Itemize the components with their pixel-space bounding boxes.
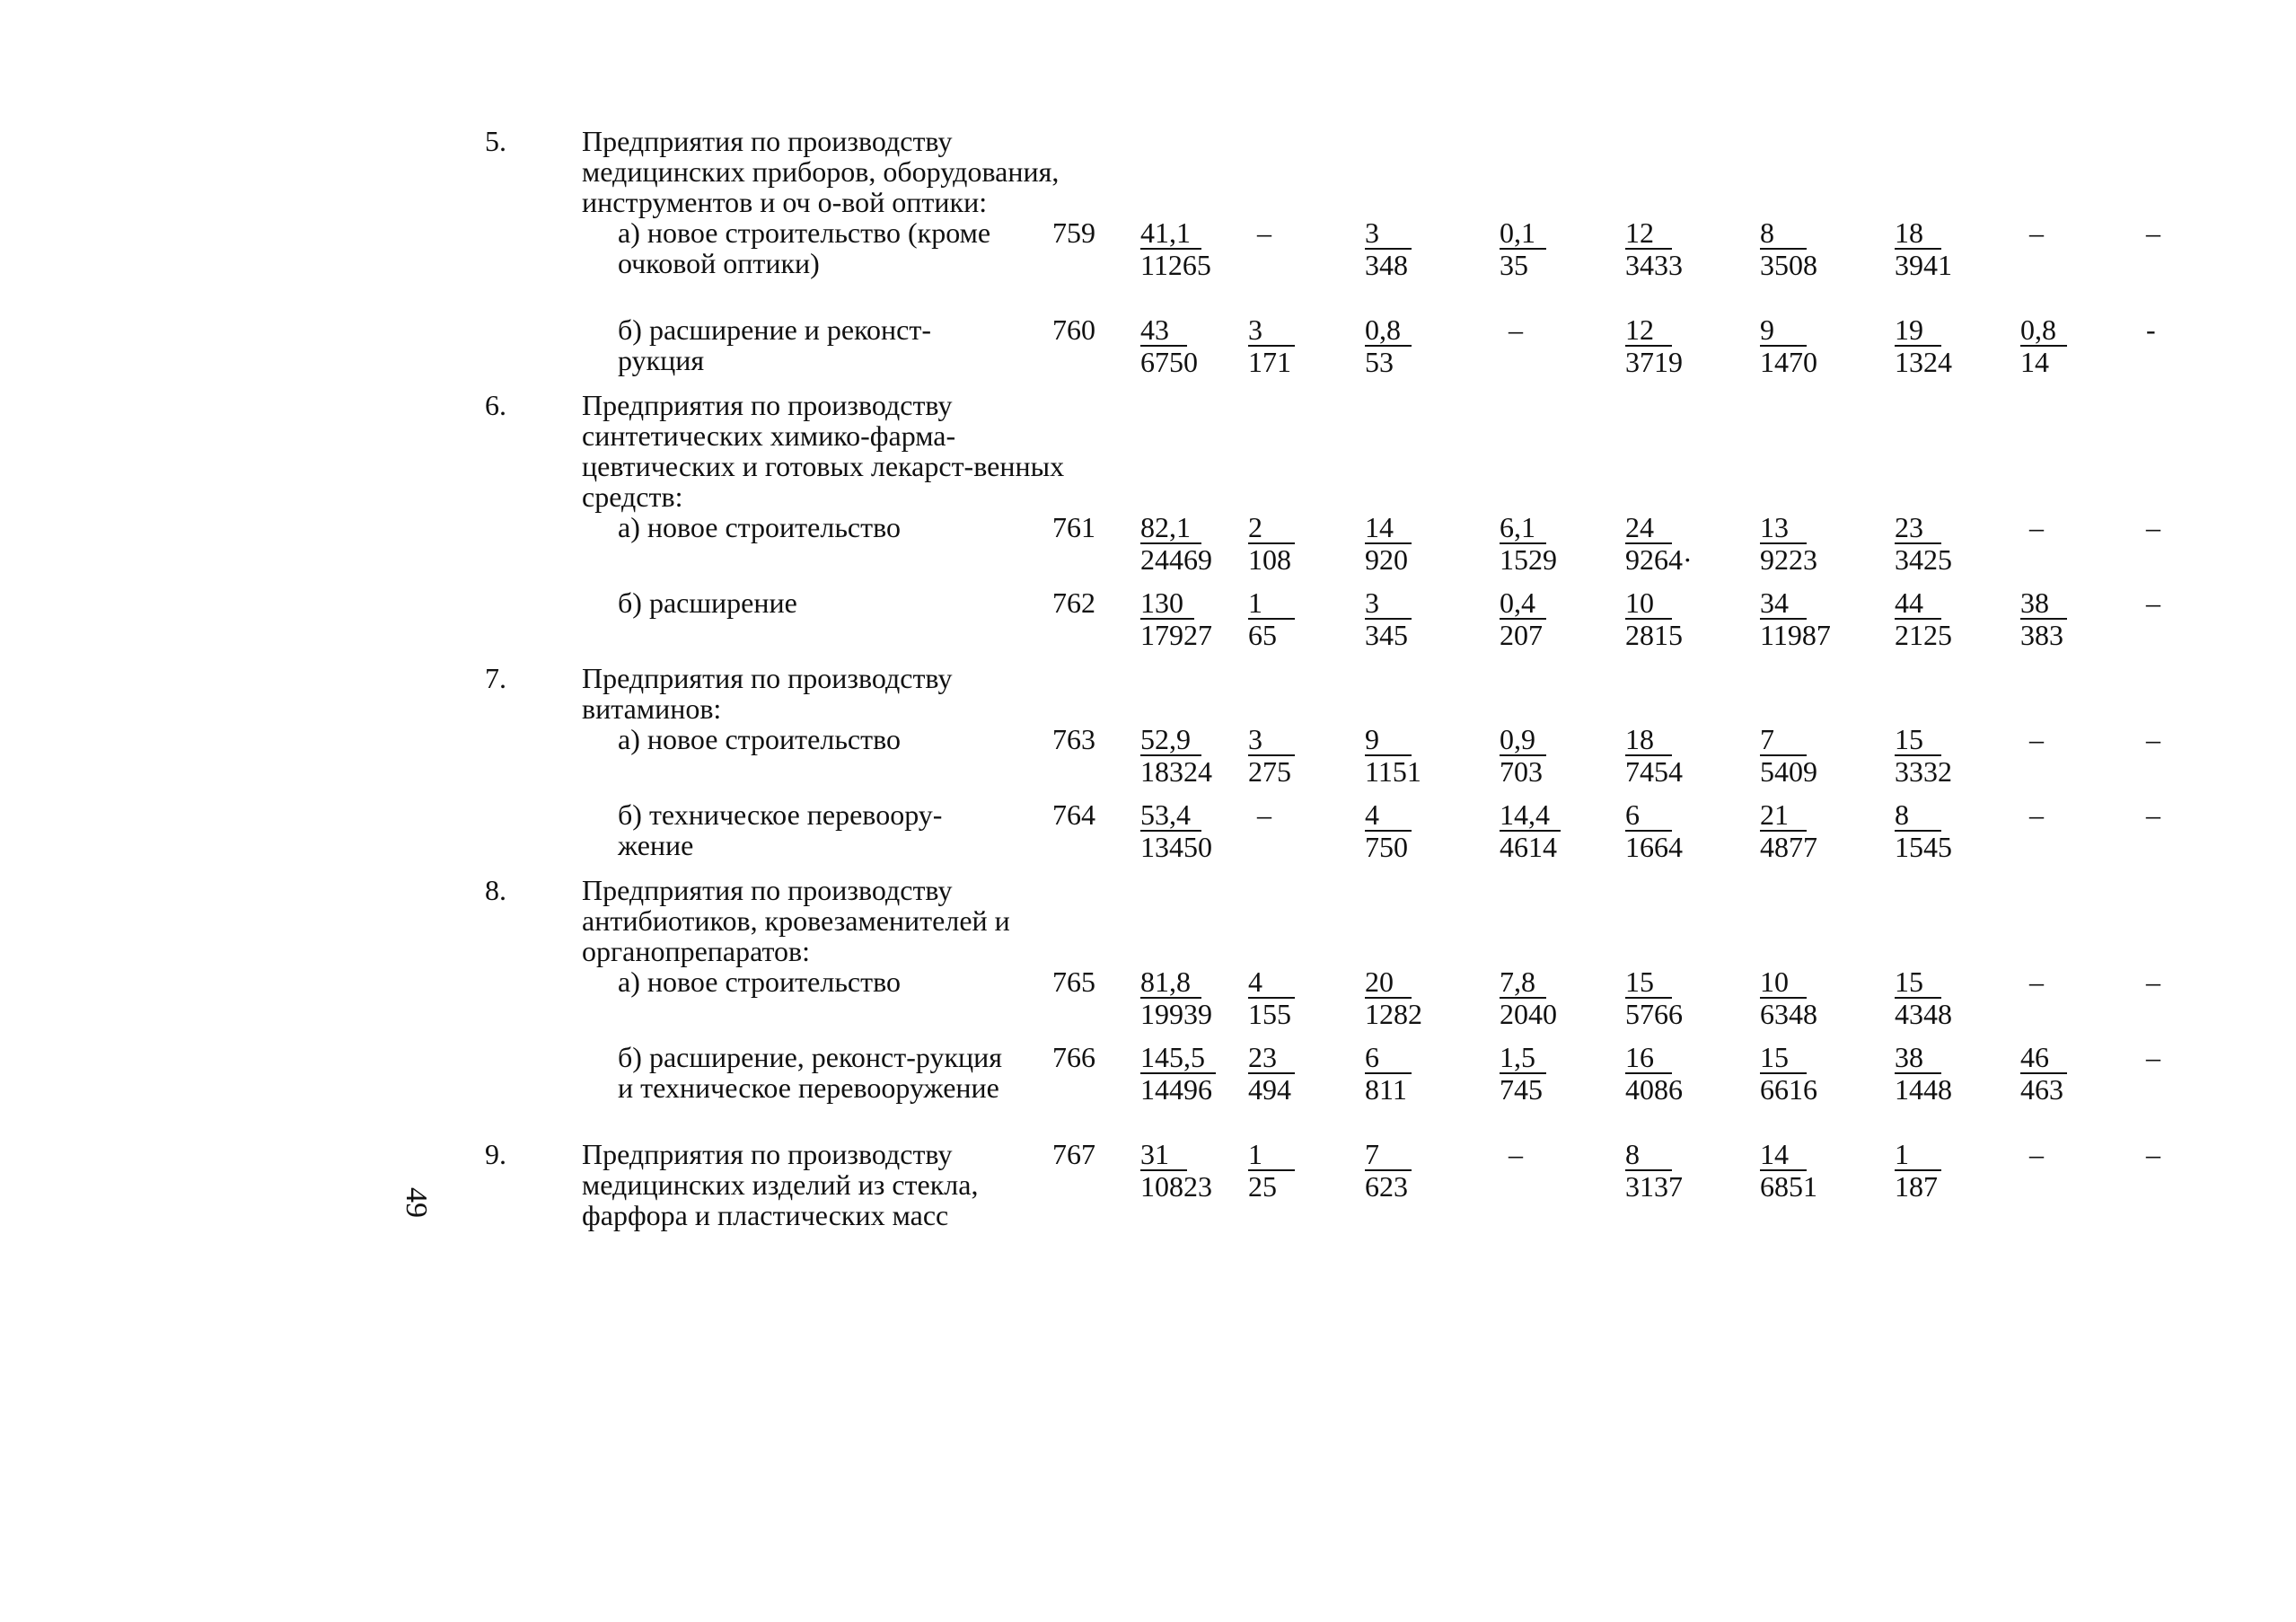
fraction-denominator: 5409 (1760, 755, 1817, 788)
fraction-numerator: 20 (1365, 966, 1412, 999)
fraction-numerator: 13 (1760, 512, 1807, 544)
fraction-numerator: 14 (1365, 512, 1412, 544)
row-label: б) расширение и реконст-рукция (618, 313, 931, 376)
fraction-cell (1500, 724, 1546, 787)
fraction-denominator: 24469 (1140, 543, 1212, 576)
fraction-denominator: 65 (1248, 619, 1277, 651)
fraction-denominator: 171 (1248, 346, 1291, 378)
fraction-cell (1140, 587, 1212, 650)
fraction-denominator: 14 (2020, 346, 2049, 378)
fraction-denominator: 1448 (1895, 1073, 1952, 1106)
fraction-numerator: 4 (1248, 966, 1295, 999)
row-code: 766 (1052, 1041, 1095, 1073)
fraction-cell (1625, 799, 1683, 862)
empty-cell-dash: – (2146, 798, 2160, 831)
fraction-cell (1625, 587, 1683, 650)
table-row (485, 799, 2191, 875)
fraction-numerator: 8 (1760, 217, 1807, 250)
fraction-denominator: 187 (1895, 1170, 1938, 1203)
fraction-numerator: 0,8 (2020, 314, 2067, 347)
empty-cell-dash: – (2146, 1138, 2160, 1170)
empty-cell-dash: – (2029, 511, 2044, 543)
fraction-cell (1625, 724, 1683, 787)
fraction-denominator: 275 (1248, 755, 1291, 788)
table-row (485, 966, 2191, 1042)
fraction-numerator: 15 (1625, 966, 1672, 999)
fraction-denominator: 35 (1500, 249, 1528, 281)
fraction-cell (1500, 512, 1557, 575)
fraction-numerator: 6 (1625, 799, 1672, 832)
fraction-denominator: 3433 (1625, 249, 1683, 281)
fraction-numerator: 4 (1365, 799, 1412, 832)
fraction-cell (1760, 799, 1817, 862)
fraction-denominator: 6851 (1760, 1170, 1817, 1203)
row-label: а) новое строительство (618, 965, 901, 998)
fraction-cell (2020, 314, 2067, 377)
section-number: 7. (485, 662, 506, 694)
fraction-numerator: 31 (1140, 1139, 1187, 1171)
fraction-cell (1625, 314, 1683, 377)
fraction-numerator: 21 (1760, 799, 1807, 832)
fraction-cell (1760, 314, 1817, 377)
fraction-denominator: 9223 (1760, 543, 1817, 576)
empty-cell-dash: – (2146, 723, 2160, 755)
empty-cell-dash: – (2029, 723, 2044, 755)
fraction-cell (1140, 799, 1212, 862)
table-row (485, 1042, 2191, 1139)
fraction-numerator: 9 (1365, 724, 1412, 756)
fraction-cell (1895, 1042, 1952, 1105)
fraction-numerator: 3 (1365, 587, 1412, 620)
data-table (485, 126, 2191, 1230)
fraction-cell (1895, 314, 1952, 377)
fraction-cell (1365, 512, 1412, 575)
section-heading (485, 663, 2191, 724)
fraction-numerator: 44 (1895, 587, 1941, 620)
empty-cell-dash: – (1509, 1138, 1523, 1170)
fraction-numerator: 2 (1248, 512, 1295, 544)
fraction-numerator: 8 (1625, 1139, 1672, 1171)
section-number: 9. (485, 1138, 506, 1170)
fraction-numerator: 19 (1895, 314, 1941, 347)
fraction-numerator: 34 (1760, 587, 1807, 620)
fraction-denominator: 2125 (1895, 619, 1952, 651)
fraction-denominator: 3425 (1895, 543, 1952, 576)
empty-cell-dash: – (2029, 798, 2044, 831)
fraction-cell (1760, 217, 1817, 280)
fraction-numerator: 38 (1895, 1042, 1941, 1074)
fraction-cell (1760, 724, 1817, 787)
fraction-numerator: 3 (1365, 217, 1412, 250)
fraction-denominator: 1664 (1625, 831, 1683, 863)
fraction-denominator: 383 (2020, 619, 2063, 651)
fraction-cell (1895, 724, 1952, 787)
fraction-denominator: 494 (1248, 1073, 1291, 1106)
row-code: 767 (1052, 1138, 1095, 1170)
fraction-numerator: 1 (1248, 587, 1295, 620)
fraction-denominator: 2040 (1500, 998, 1557, 1030)
fraction-cell (1500, 217, 1546, 280)
fraction-denominator: 623 (1365, 1170, 1408, 1203)
fraction-numerator: 82,1 (1140, 512, 1201, 544)
fraction-cell (1140, 314, 1198, 377)
fraction-cell (1625, 217, 1683, 280)
fraction-cell (1895, 1139, 1941, 1202)
fraction-cell (1140, 724, 1212, 787)
fraction-denominator: 7454 (1625, 755, 1683, 788)
section-heading (485, 390, 2191, 512)
table-row (485, 314, 2191, 390)
fraction-denominator: 811 (1365, 1073, 1407, 1106)
empty-cell-dash: – (2029, 216, 2044, 249)
fraction-numerator: 1 (1895, 1139, 1941, 1171)
empty-cell-dash: – (1257, 798, 1271, 831)
fraction-numerator: 1,5 (1500, 1042, 1546, 1074)
fraction-numerator: 16 (1625, 1042, 1672, 1074)
fraction-numerator: 6,1 (1500, 512, 1546, 544)
fraction-denominator: 4348 (1895, 998, 1952, 1030)
table-row (485, 724, 2191, 799)
fraction-numerator: 1 (1248, 1139, 1295, 1171)
fraction-cell (1140, 512, 1212, 575)
fraction-cell (1365, 587, 1412, 650)
fraction-denominator: 3941 (1895, 249, 1952, 281)
row-code: 762 (1052, 586, 1095, 619)
fraction-cell (1625, 966, 1683, 1029)
fraction-cell (1760, 512, 1817, 575)
fraction-denominator: 348 (1365, 249, 1408, 281)
fraction-numerator: 23 (1248, 1042, 1295, 1074)
empty-cell-dash: – (2146, 216, 2160, 249)
fraction-denominator: 1151 (1365, 755, 1421, 788)
fraction-cell (1760, 1139, 1817, 1202)
fraction-denominator: 920 (1365, 543, 1408, 576)
fraction-numerator: 12 (1625, 314, 1672, 347)
fraction-denominator: 1529 (1500, 543, 1557, 576)
fraction-denominator: 207 (1500, 619, 1543, 651)
fraction-denominator: 11265 (1140, 249, 1211, 281)
fraction-denominator: 750 (1365, 831, 1408, 863)
fraction-denominator: 703 (1500, 755, 1543, 788)
empty-cell-dash: – (2146, 511, 2160, 543)
fraction-numerator: 0,4 (1500, 587, 1546, 620)
empty-cell-dash: – (1509, 313, 1523, 346)
fraction-denominator: 3137 (1625, 1170, 1683, 1203)
fraction-numerator: 12 (1625, 217, 1672, 250)
row-code: 760 (1052, 313, 1095, 346)
fraction-cell (1625, 1139, 1683, 1202)
fraction-numerator: 38 (2020, 587, 2067, 620)
fraction-denominator: 3332 (1895, 755, 1952, 788)
fraction-cell (1625, 1042, 1683, 1105)
fraction-cell (1895, 966, 1952, 1029)
fraction-numerator: 15 (1895, 966, 1941, 999)
fraction-cell (2020, 1042, 2067, 1105)
section-title: Предприятия по производству витаминов: (582, 662, 953, 725)
fraction-numerator: 14 (1760, 1139, 1807, 1171)
fraction-cell (1895, 512, 1952, 575)
section-heading (485, 875, 2191, 966)
page-number: 49 (400, 1187, 433, 1218)
fraction-cell (1895, 799, 1952, 862)
row-code: 764 (1052, 798, 1095, 831)
fraction-cell (1500, 966, 1557, 1029)
fraction-cell (1365, 724, 1421, 787)
fraction-cell (1760, 1042, 1817, 1105)
fraction-cell (1365, 314, 1412, 377)
fraction-denominator: 345 (1365, 619, 1408, 651)
fraction-numerator: 23 (1895, 512, 1941, 544)
fraction-numerator: 10 (1625, 587, 1672, 620)
section-title: Предприятия по производству антибиотиков, кровезаменителей и органопрепаратов: (582, 874, 1010, 967)
fraction-cell (1365, 966, 1422, 1029)
fraction-denominator: 14496 (1140, 1073, 1212, 1106)
fraction-numerator: 18 (1895, 217, 1941, 250)
section-number: 6. (485, 389, 506, 421)
row-code: 761 (1052, 511, 1095, 543)
fraction-cell (1760, 966, 1817, 1029)
fraction-denominator: 17927 (1140, 619, 1212, 651)
fraction-denominator: 1282 (1365, 998, 1422, 1030)
section-title: Предприятия по производству медицинских приборов, оборудования, инструментов и оч о-вой оптики: (582, 125, 1060, 218)
fraction-cell (1365, 799, 1412, 862)
fraction-cell (1140, 1139, 1212, 1202)
fraction-denominator: 1545 (1895, 831, 1952, 863)
fraction-numerator: 15 (1895, 724, 1941, 756)
section-number: 8. (485, 874, 506, 906)
fraction-denominator: 9264· (1625, 543, 1693, 576)
fraction-denominator: 155 (1248, 998, 1291, 1030)
fraction-cell (1760, 587, 1831, 650)
fraction-cell (1365, 1139, 1412, 1202)
fraction-numerator: 18 (1625, 724, 1672, 756)
row-code: 759 (1052, 216, 1095, 249)
fraction-numerator: 0,8 (1365, 314, 1412, 347)
fraction-denominator: 11987 (1760, 619, 1831, 651)
empty-cell-dash: – (1257, 216, 1271, 249)
section-number: 5. (485, 125, 506, 157)
row-label: б) расширение (618, 586, 797, 619)
fraction-denominator: 25 (1248, 1170, 1277, 1203)
empty-cell-dash: – (2029, 965, 2044, 998)
fraction-cell (1500, 587, 1546, 650)
fraction-denominator: 3719 (1625, 346, 1683, 378)
fraction-cell (1248, 1139, 1295, 1202)
empty-cell-dash: – (2146, 586, 2160, 619)
fraction-cell (1140, 217, 1211, 280)
fraction-cell (1365, 217, 1412, 280)
fraction-cell (1140, 1042, 1216, 1105)
row-code: 763 (1052, 723, 1095, 755)
empty-cell-dash: - (2146, 313, 2156, 346)
fraction-denominator: 4086 (1625, 1073, 1683, 1106)
fraction-numerator: 0,9 (1500, 724, 1546, 756)
empty-cell-dash: – (2146, 1041, 2160, 1073)
table-row (485, 217, 2191, 314)
empty-cell-dash: – (2146, 965, 2160, 998)
fraction-denominator: 2815 (1625, 619, 1683, 651)
fraction-cell (1248, 724, 1295, 787)
fraction-denominator: 19939 (1140, 998, 1212, 1030)
fraction-numerator: 130 (1140, 587, 1194, 620)
table-row (485, 587, 2191, 663)
fraction-cell (1248, 966, 1295, 1029)
fraction-numerator: 0,1 (1500, 217, 1546, 250)
fraction-numerator: 81,8 (1140, 966, 1201, 999)
fraction-denominator: 4614 (1500, 831, 1557, 863)
table-row (485, 512, 2191, 587)
fraction-denominator: 6616 (1760, 1073, 1817, 1106)
fraction-numerator: 43 (1140, 314, 1187, 347)
fraction-denominator: 13450 (1140, 831, 1212, 863)
fraction-cell (1500, 799, 1561, 862)
section-title: Предприятия по производству медицинских изделий из стекла, фарфора и пластических масс (582, 1138, 979, 1231)
row-label: а) новое строительство (кроме очковой оптики) (618, 216, 991, 279)
fraction-numerator: 46 (2020, 1042, 2067, 1074)
row-label: б) расширение, реконст-рукция и техническое перевооружение (618, 1041, 1002, 1104)
fraction-cell (1140, 966, 1212, 1029)
fraction-numerator: 145,5 (1140, 1042, 1216, 1074)
fraction-cell (1248, 1042, 1295, 1105)
fraction-numerator: 14,4 (1500, 799, 1561, 832)
fraction-cell (1895, 587, 1952, 650)
row-label: а) новое строительство (618, 723, 901, 755)
fraction-cell (1248, 512, 1295, 575)
fraction-cell (2020, 587, 2067, 650)
empty-cell-dash: – (2029, 1138, 2044, 1170)
fraction-numerator: 15 (1760, 1042, 1807, 1074)
fraction-numerator: 7 (1760, 724, 1807, 756)
row-label: б) техническое перевоору-жение (618, 798, 943, 861)
fraction-cell (1365, 1042, 1412, 1105)
fraction-numerator: 24 (1625, 512, 1672, 544)
fraction-denominator: 1470 (1760, 346, 1817, 378)
fraction-denominator: 6348 (1760, 998, 1817, 1030)
fraction-cell (1248, 587, 1295, 650)
fraction-denominator: 4877 (1760, 831, 1817, 863)
fraction-numerator: 41,1 (1140, 217, 1201, 250)
fraction-numerator: 8 (1895, 799, 1941, 832)
fraction-denominator: 10823 (1140, 1170, 1212, 1203)
fraction-denominator: 18324 (1140, 755, 1212, 788)
row-label: а) новое строительство (618, 511, 901, 543)
fraction-numerator: 6 (1365, 1042, 1412, 1074)
fraction-numerator: 3 (1248, 314, 1295, 347)
section-title: Предприятия по производству синтетических химико-фарма-цевтических и готовых лекарст-венных средств: (582, 389, 1065, 513)
fraction-numerator: 10 (1760, 966, 1807, 999)
fraction-numerator: 52,9 (1140, 724, 1201, 756)
fraction-cell (1895, 217, 1952, 280)
fraction-numerator: 7,8 (1500, 966, 1546, 999)
fraction-denominator: 6750 (1140, 346, 1198, 378)
fraction-numerator: 3 (1248, 724, 1295, 756)
fraction-numerator: 53,4 (1140, 799, 1201, 832)
fraction-denominator: 53 (1365, 346, 1394, 378)
fraction-denominator: 745 (1500, 1073, 1543, 1106)
fraction-denominator: 108 (1248, 543, 1291, 576)
fraction-numerator: 9 (1760, 314, 1807, 347)
fraction-cell (1248, 314, 1295, 377)
fraction-denominator: 5766 (1625, 998, 1683, 1030)
row-code: 765 (1052, 965, 1095, 998)
section-heading (485, 1139, 2191, 1230)
fraction-numerator: 7 (1365, 1139, 1412, 1171)
fraction-cell (1500, 1042, 1546, 1105)
fraction-denominator: 1324 (1895, 346, 1952, 378)
fraction-denominator: 463 (2020, 1073, 2063, 1106)
fraction-cell (1625, 512, 1693, 575)
section-heading (485, 126, 2191, 217)
fraction-denominator: 3508 (1760, 249, 1817, 281)
